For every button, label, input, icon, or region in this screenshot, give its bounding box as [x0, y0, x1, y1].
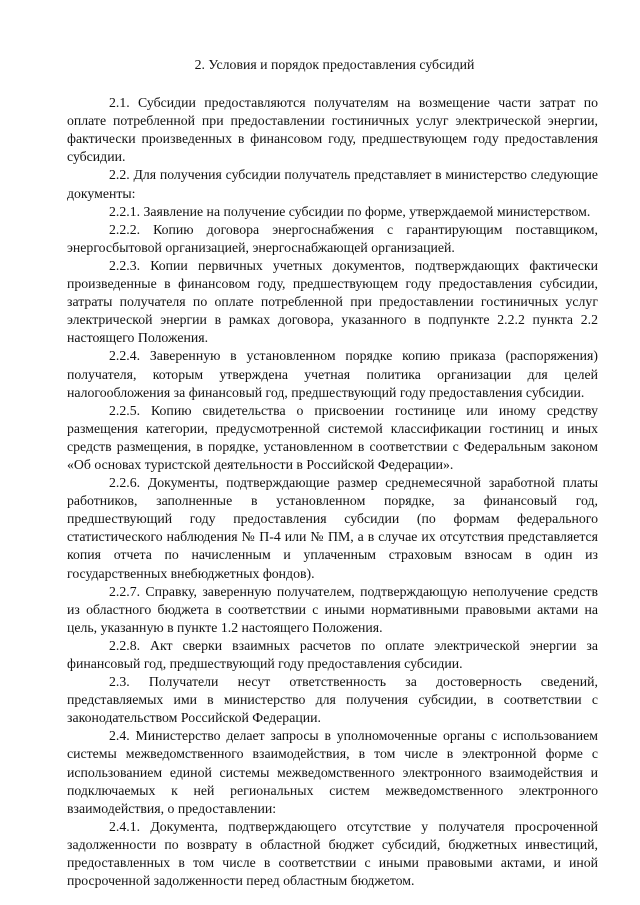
- paragraph-2-2-3: 2.2.3. Копии первичных учетных документов, подтверждающих фактически произведенные в финансовом году, предшествующем году предоставления субсидии, затраты получателя по оплате потребленной при предоставлении гостиничных услуг электрической энергии в рамках договора, указанного в подпункте 2.2.2 пункта 2.2 настоящего Положения.: [67, 257, 598, 346]
- paragraph-2-4: 2.4. Министерство делает запросы в уполномоченные органы с использованием системы межведомственного взаимодействия, в том числе в электронной форме с использованием единой системы межведомственного электронного взаимодействия и подключаемых к ней региональных систем межведомственного электронного взаимодействия, о предоставлении:: [67, 728, 598, 816]
- document-page: [67, 56, 598, 890]
- paragraph-2-2-8: 2.2.8. Акт сверки взаимных расчетов по оплате электрической энергии за финансовый год, предшествующий году предоставления субсидии.: [67, 637, 598, 671]
- paragraph-2-2-4: 2.2.4. Заверенную в установленном порядке копию приказа (распоряжения) получателя, которым утверждена учетная политика организации для целей налогообложения за финансовый год, предшествующий году предоставления субсидии.: [67, 348, 598, 400]
- paragraph-2-2-1: 2.2.1. Заявление на получение субсидии по форме, утверждаемой министерством.: [109, 203, 591, 219]
- paragraph-2-4-1: 2.4.1. Документа, подтверждающего отсутствие у получателя просроченной задолженности по возврату в областной бюджет субсидий, бюджетных инвестиций, предоставленных в том числе в соответствии с иными правовыми актами, и иной просроченной задолженности перед областным бюджетом.: [67, 818, 598, 889]
- paragraph-2-1: 2.1. Субсидии предоставляются получателям на возмещение части затрат по оплате потребленной при предоставлении гостиничных услуг электрической энергии, фактически произведенных в финансовом году, предшествующем году предоставления субсидии.: [67, 95, 598, 165]
- paragraph-2-3: 2.3. Получатели несут ответственность за достоверность сведений, представляемых ими в министерство для получения субсидии, в соответствии с законодательством Российской Федерации.: [67, 674, 598, 726]
- paragraph-2-2-7: 2.2.7. Справку, заверенную получателем, подтверждающую неполучение средств из областного бюджета в соответствии с иными нормативными правовыми актами на цель, указанную в пункте 1.2 настоящего Положения.: [67, 583, 598, 635]
- paragraph-2-2-5: 2.2.5. Копию свидетельства о присвоении гостинице или иному средству размещения категории, предусмотренной системой классификации гостиниц и иных средств размещения, в порядке, установленном в соответствии с Федеральным законом «Об основах туристской деятельности в Российской Федерации».: [67, 402, 598, 472]
- paragraph-2-2-6: 2.2.6. Документы, подтверждающие размер среднемесячной заработной платы работников, заполненные в установленном порядке, за финансовый год, предшествующий году предоставления субсидии (по формам федерального статистического наблюдения № П-4 или № ПМ, а в случае их отсутствия представляется копия отчета по начисленным и уплаченным страховым взносам в один из государственных внебюджетных фондов).: [67, 475, 598, 581]
- paragraph-2-2: 2.2. Для получения субсидии получатель представляет в министерство следующие документы:: [67, 167, 598, 201]
- paragraph-2-2-2: 2.2.2. Копию договора энергоснабжения с гарантирующим поставщиком, энергосбытовой организацией, энергоснабжающей организацией.: [67, 221, 598, 255]
- section-heading: 2. Условия и порядок предоставления субсидий: [194, 57, 475, 72]
